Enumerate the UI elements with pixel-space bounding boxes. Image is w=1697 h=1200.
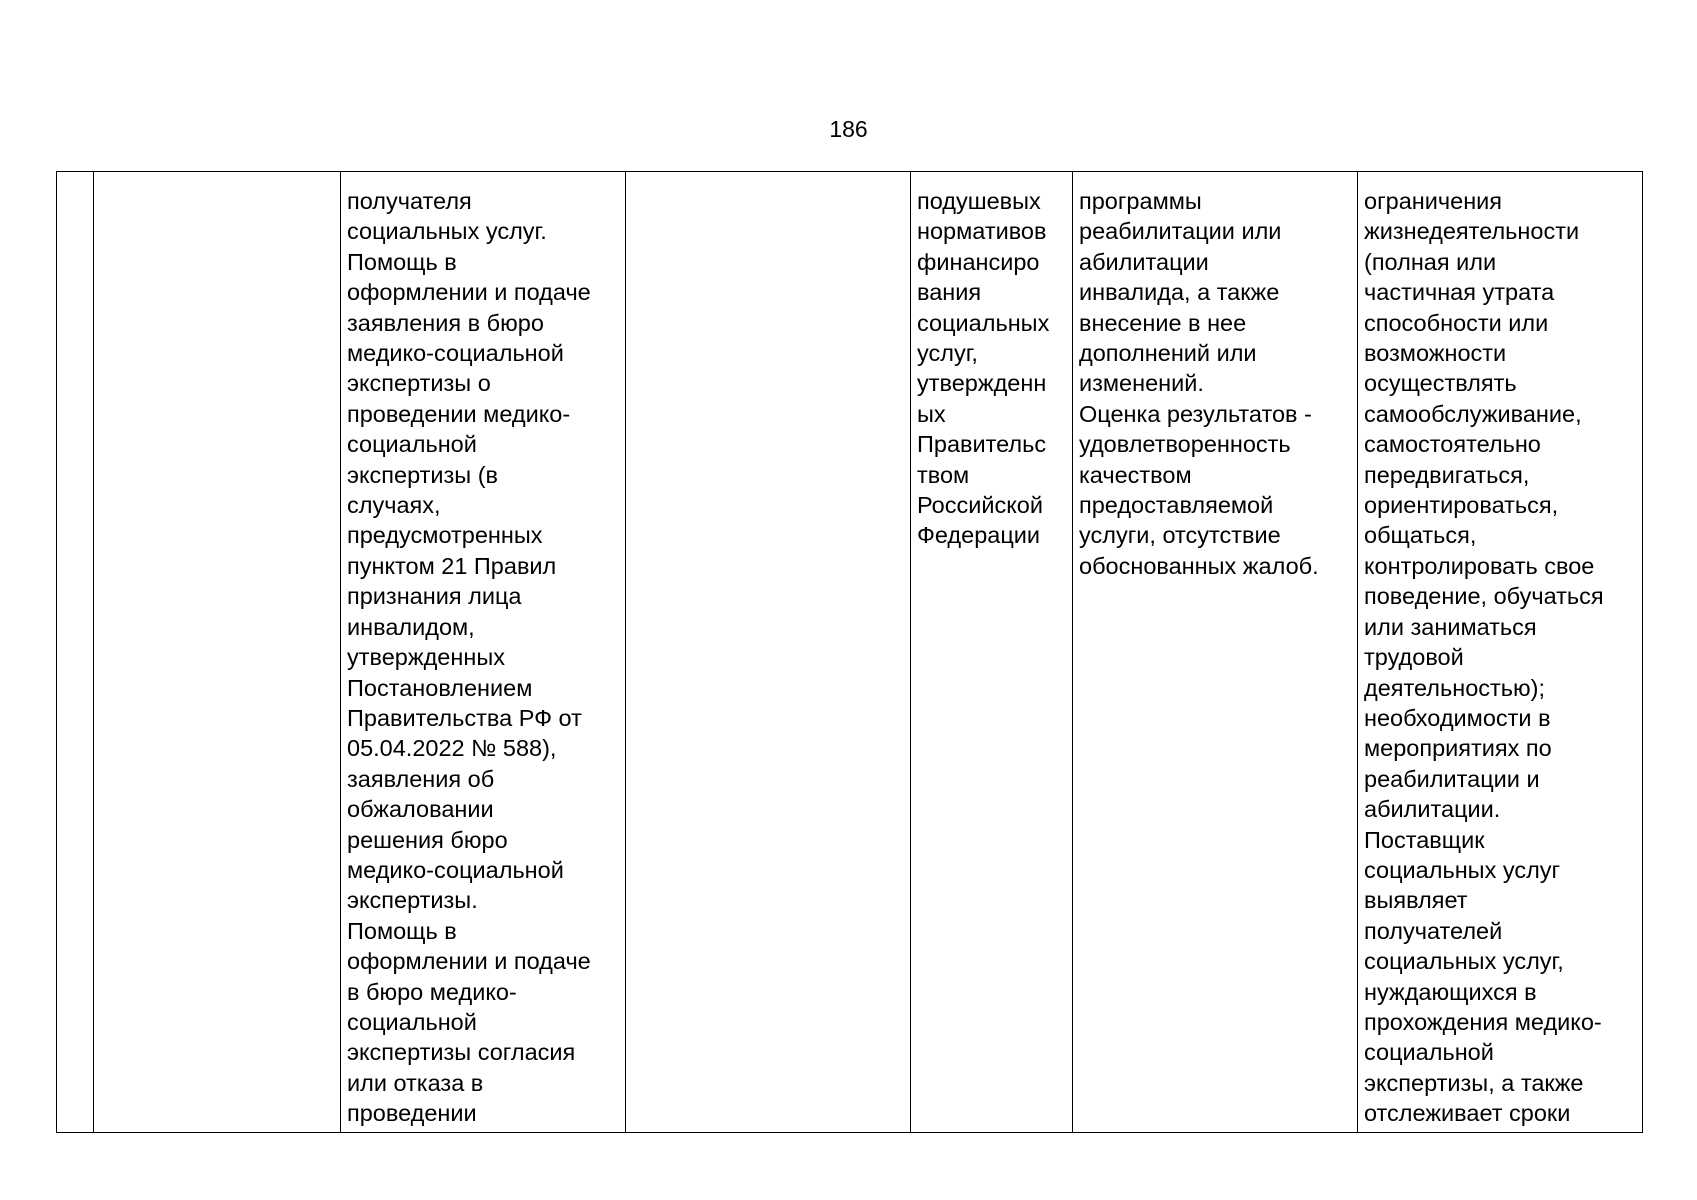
cell-text-line: способности или [1364, 309, 1549, 336]
cell-text-line: экспертизы согласия [347, 1039, 576, 1066]
cell-text-line: отслеживает сроки [1364, 1100, 1571, 1127]
cell-text-line: Постановлением [347, 674, 533, 701]
services-table [56, 171, 1643, 1133]
cell-text-line: решения бюро [347, 826, 508, 853]
cell-text-line: Поставщик [1364, 826, 1485, 853]
cell-text-line: пунктом 21 Правил [347, 552, 557, 579]
cell-text-line: социальных [917, 309, 1050, 336]
cell-text-line: инвалида, а также [1079, 279, 1280, 306]
cell-text-line: Оценка результатов - [1079, 400, 1312, 427]
cell-text-line: социальных услуг. [347, 218, 547, 245]
cell-text-line: экспертизы, а также [1364, 1069, 1584, 1096]
cell-text-line: ых [917, 400, 946, 427]
cell-text-line: утвержденн [917, 370, 1047, 397]
cell-text-line: осуществлять [1364, 370, 1517, 397]
cell-text-line: Правительства РФ от [347, 704, 582, 731]
cell-text-line: удовлетворенность [1079, 431, 1291, 458]
cell-text-line: программы [1079, 188, 1202, 214]
cell-text-line: подушевых [917, 188, 1041, 214]
cell-text-line: предоставляемой [1079, 492, 1274, 519]
cell-text-line: Федерации [917, 522, 1041, 549]
cell-text-line: проведении [347, 1100, 477, 1127]
table-cell-quality-indicators [1073, 172, 1358, 1133]
cell-text-line: ограничения [1364, 188, 1503, 214]
cell-text-line: проведении медико- [347, 400, 571, 427]
cell-text-line: случаях, [347, 492, 441, 519]
cell-text-line: в бюро медико- [347, 978, 517, 1005]
cell-text-line: деятельностью); [1364, 674, 1546, 701]
cell-text-line: услуг, [917, 340, 978, 367]
cell-text-line: социальных услуг, [1364, 948, 1564, 975]
cell-text-line: изменений. [1079, 370, 1204, 397]
cell-text-line: реабилитации и [1364, 765, 1540, 792]
cell-text-line: жизнедеятельности [1364, 218, 1580, 245]
cell-text-line: твом [917, 461, 970, 488]
cell-text-line: дополнений или [1079, 340, 1257, 367]
cell-text-line: выявляет [1364, 887, 1468, 914]
page-number: 186 [829, 116, 868, 142]
cell-text-line: (полная или [1364, 248, 1497, 275]
cell-text-line: абилитации [1079, 248, 1209, 275]
cell-text-line: Помощь в [347, 248, 457, 275]
cell-text-line: нуждающихся в [1364, 978, 1537, 1005]
cell-text-line: внесение в нее [1079, 309, 1247, 336]
cell-text-line: или отказа в [347, 1069, 484, 1096]
cell-text-line: Помощь в [347, 917, 457, 944]
cell-text-line: социальной [347, 431, 477, 458]
cell-text-line: поведение, обучаться [1364, 583, 1604, 610]
cell-text-line: утвержденных [347, 644, 505, 671]
cell-text-line: трудовой [1364, 644, 1464, 671]
cell-text-line: финансиро [917, 248, 1040, 275]
cell-text-line: возможности [1364, 340, 1507, 367]
cell-text-line: Российской [917, 492, 1043, 519]
cell-text-line: прохождения медико- [1364, 1008, 1602, 1035]
cell-text-line: качеством [1079, 461, 1192, 488]
cell-text-line: получателей [1364, 917, 1503, 944]
cell-text-line: оформлении и подаче [347, 948, 591, 975]
cell-text-line: или заниматься [1364, 613, 1537, 640]
table-cell-service-terms [626, 172, 911, 1133]
cell-text-line: реабилитации или [1079, 218, 1282, 245]
cell-text-line: медико-социальной [347, 856, 564, 883]
table-cell-tariff [911, 172, 1073, 1133]
cell-text-line: абилитации. [1364, 796, 1501, 823]
cell-text-line: услуги, отсутствие [1079, 522, 1281, 549]
cell-text-line: социальных услуг [1364, 856, 1561, 883]
cell-text-line: мероприятиях по [1364, 735, 1552, 762]
cell-text-line: экспертизы (в [347, 461, 499, 488]
cell-text-line: экспертизы о [347, 370, 491, 397]
cell-text-line: 05.04.2022 № 588), [347, 735, 557, 762]
cell-text-line: Правительс [917, 431, 1047, 458]
table-cell-index [57, 172, 94, 1133]
cell-text-line: ориентироваться, [1364, 492, 1559, 519]
cell-text-line: оформлении и подаче [347, 279, 591, 306]
cell-text-line: признания лица [347, 583, 522, 610]
table-cell-service-description [341, 172, 626, 1133]
cell-text-line: общаться, [1364, 522, 1477, 549]
cell-text-line: обоснованных жалоб. [1079, 552, 1319, 579]
cell-text-line: передвигаться, [1364, 461, 1530, 488]
cell-text-line: частичная утрата [1364, 279, 1555, 306]
cell-text-line: социальной [347, 1008, 477, 1035]
table-cell-conditions [1358, 172, 1643, 1133]
cell-text-line: получателя [347, 188, 472, 214]
cell-text-line: заявления об [347, 765, 495, 792]
cell-text-line: самообслуживание, [1364, 400, 1582, 427]
cell-text-line: экспертизы. [347, 887, 478, 914]
cell-text-line: вания [917, 279, 982, 306]
cell-text-line: медико-социальной [347, 340, 564, 367]
table-row [57, 172, 1643, 1133]
table-cell-service-name [94, 172, 341, 1133]
cell-text-line: инвалидом, [347, 613, 475, 640]
cell-text-line: необходимости в [1364, 704, 1551, 731]
cell-text-line: обжаловании [347, 796, 494, 823]
cell-text-line: нормативов [917, 218, 1047, 245]
cell-text-line: социальной [1364, 1039, 1494, 1066]
cell-text-line: предусмотренных [347, 522, 543, 549]
cell-text-line: самостоятельно [1364, 431, 1541, 458]
cell-text-line: контролировать свое [1364, 552, 1595, 579]
cell-text-line: заявления в бюро [347, 309, 544, 336]
